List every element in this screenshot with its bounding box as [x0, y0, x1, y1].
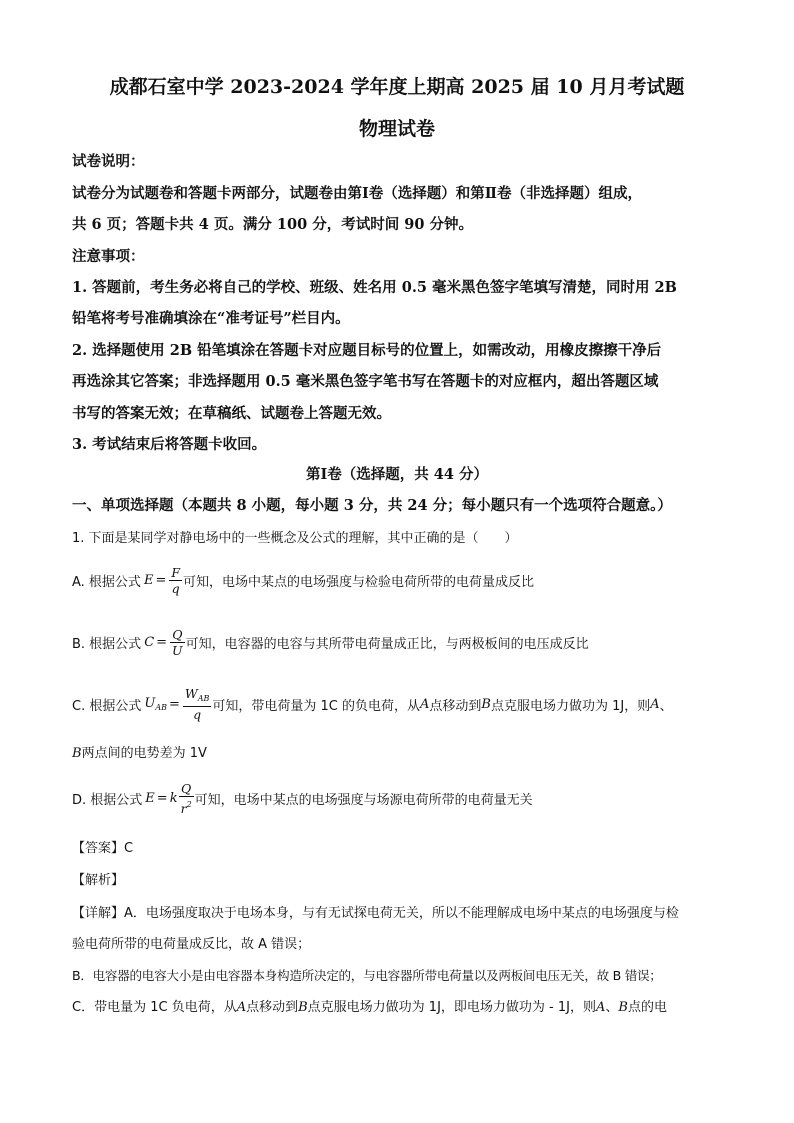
- option-a-fraction: [169, 565, 182, 596]
- analysis-line-4-point-a: A: [236, 1000, 247, 1015]
- note-2-line-1: 2. 选择题使用 2B 铅笔填涂在答题卡对应题目标号的位置上，如需改动，用橡皮擦擦干净后: [72, 342, 662, 359]
- analysis-line-4: [72, 996, 667, 1015]
- option-c-point-a-2: A: [650, 696, 660, 712]
- question-1-stem: 1. 下面是某同学对静电场中的一些概念及公式的理解，其中正确的是（ ）: [72, 531, 518, 546]
- option-a-numerator: F: [171, 564, 181, 580]
- note-2-line-3: 书写的答案无效；在草稿纸、试题卷上答题无效。: [72, 405, 391, 422]
- exam-subject: 物理试卷: [358, 118, 435, 140]
- option-c-lhs: $U_{AB}$: [144, 696, 167, 712]
- option-c-text-1: 可知，带电荷量为 1C 的负电荷，从: [212, 698, 421, 714]
- option-c-text-3: 点克服电场力做功为 1J，则: [490, 698, 651, 714]
- question-1-option-a: [72, 560, 534, 600]
- analysis-line-4-text-2: 点移动到: [246, 1000, 299, 1015]
- option-c-point-b-2: B: [72, 746, 82, 761]
- instructions-line-2: 共 6 页；答题卡共 4 页。满分 100 分，考试时间 90 分钟。: [72, 216, 474, 233]
- question-1-option-d: [72, 778, 533, 818]
- option-d-numerator: Q: [179, 781, 194, 797]
- notes-heading: 注意事项：: [72, 248, 145, 265]
- option-a-equals: =: [155, 572, 167, 588]
- option-c-point-b: B: [481, 696, 491, 712]
- option-a-lhs: E: [143, 572, 154, 588]
- option-b-fraction: [170, 627, 185, 658]
- analysis-line-4-text-3: 点克服电场力做功为 1J，即电场力做功为 - 1J，则: [307, 1000, 596, 1015]
- answer-label: 【答案】: [72, 841, 125, 856]
- question-1-option-b: [72, 622, 589, 662]
- note-1-line-2: 铅笔将考号准确填涂在“准考证号”栏目内。: [72, 310, 350, 327]
- instructions-line-1: 试卷分为试题卷和答题卡两部分，试题卷由第Ⅰ卷（选择题）和第Ⅱ卷（非选择题）组成，: [72, 185, 642, 202]
- analysis-label: 【解析】: [72, 873, 125, 888]
- analysis-line-4-point-b: B: [298, 1000, 308, 1015]
- option-c-prefix: C. 根据公式: [72, 698, 142, 714]
- detail-label: 【详解】: [72, 906, 125, 921]
- option-a-text: 可知，电场中某点的电场强度与检验电荷所带的电荷量成反比: [183, 574, 535, 590]
- option-d-equals: =: [156, 790, 168, 806]
- answer-line: [72, 837, 133, 856]
- analysis-line-4-point-b-2: B: [618, 1000, 628, 1015]
- analysis-line-4-text-4: 、: [605, 1000, 619, 1015]
- option-a-denominator: q: [171, 580, 180, 596]
- analysis-line-3: B．电容器的电容大小是由电容器本身构造所决定的，与电容器所带电荷量以及两板间电压无关，故 B 错误；: [72, 968, 662, 983]
- option-d-text: 可知，电场中某点的电场强度与场源电荷所带的电荷量无关: [194, 792, 533, 808]
- note-2-line-2: 再选涂其它答案；非选择题用 0.5 毫米黑色签字笔书写在答题卡的对应框内，超出答题区域: [72, 373, 659, 390]
- option-b-denominator: U: [172, 642, 183, 658]
- option-c-text-2: 点移动到: [429, 698, 482, 714]
- option-d-fraction: [179, 781, 194, 816]
- analysis-line-2: 验电荷所带的电荷量成反比，故 A 错误；: [72, 937, 311, 952]
- option-c-point-a: A: [420, 696, 430, 712]
- question-1-option-c-cont: [72, 742, 207, 761]
- option-d-prefix: D. 根据公式: [72, 792, 143, 808]
- option-b-prefix: B. 根据公式: [72, 636, 142, 652]
- section-heading: 一、单项选择题（本题共 8 小题，每小题 3 分，共 24 分；每小题只有一个选项符合题意。）: [72, 497, 672, 514]
- analysis-line-4-text-5: 点的电: [627, 1000, 667, 1015]
- option-d-lhs: E: [145, 790, 155, 806]
- exam-title: 成都石室中学 2023-2024 学年度上期高 2025 届 10 月月考试题: [109, 76, 685, 98]
- option-c-text-5: 两点间的电势差为 1V: [81, 746, 207, 761]
- part1-heading: 第Ⅰ卷（选择题，共 44 分）: [305, 466, 489, 483]
- analysis-line-1: [72, 902, 679, 921]
- analysis-line-4-text-1: C．带电量为 1C 负电荷，从: [72, 1000, 237, 1015]
- note-1-line-1: 1. 答题前，考生务必将自己的学校、班级、姓名用 0.5 毫米黑色签字笔填写清楚，同时用 2B: [72, 279, 677, 296]
- option-b-lhs: C: [144, 634, 155, 650]
- instructions-heading: 试卷说明：: [72, 153, 145, 170]
- option-c-fraction: [183, 686, 212, 722]
- option-c-equals: =: [168, 696, 180, 712]
- analysis-line-4-point-a-2: A: [595, 1000, 606, 1015]
- option-c-text-4: 、: [659, 698, 673, 714]
- question-1-option-c: [72, 684, 673, 724]
- option-c-denominator: q: [193, 707, 202, 722]
- analysis-text-1: A．电场强度取决于电场本身，与有无试探电荷无关，所以不能理解成电场中某点的电场强度与检: [124, 906, 679, 921]
- option-d-denominator: $r^2$: [180, 799, 192, 816]
- option-b-text: 可知，电容器的电容与其所带电荷量成正比，与两极板间的电压成反比: [185, 636, 589, 652]
- answer-value: C: [124, 841, 134, 856]
- option-a-prefix: A. 根据公式: [72, 574, 141, 590]
- note-3: 3. 考试结束后将答题卡收回。: [72, 436, 267, 453]
- option-b-equals: =: [156, 634, 168, 650]
- option-c-numerator: $W_{AB}$: [183, 686, 212, 707]
- option-b-numerator: Q: [170, 627, 185, 643]
- option-d-constant: k: [169, 790, 178, 806]
